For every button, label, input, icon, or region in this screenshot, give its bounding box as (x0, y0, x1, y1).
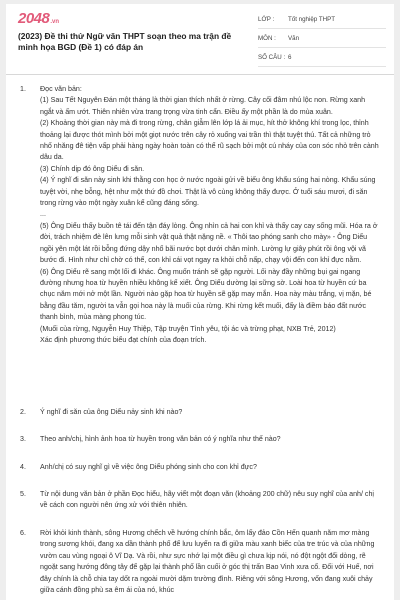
question-paragraph: ... (40, 210, 46, 219)
logo-text: 2048 (18, 10, 50, 27)
question-number: 3. (20, 435, 26, 443)
question-number: 5. (20, 490, 26, 498)
question-paragraph: (3) Chính dịp đó ông Diểu đi săn. (40, 164, 145, 173)
question-item (20, 434, 380, 445)
question-item (20, 462, 380, 473)
question-paragraph: Từ nội dung văn bản ở phần Đọc hiểu, hãy viết một đoạn văn (khoảng 200 chữ) nêu suy nghĩ của anh/ chị về cách con người nên ứng xử với thiên nhiên. (40, 490, 374, 510)
question-item (20, 528, 380, 596)
question-text (40, 84, 380, 346)
question-paragraph: (4) Ý nghĩ đi săn này sinh khi thằng con học ở nước ngoài gửi về biếu ông khẩu súng hai nòng. Khẩu súng tuyệt vời, nhẹ bỗng, hệt như một thứ đồ chơi. Thật là vô cùng không thấy được. Ở tuổi sáu mươi, đi săn trong rừng vào một ngày xuân kể cũng đáng sống. (40, 176, 376, 208)
meta-label: SỐ CÂU : (258, 53, 286, 61)
header-divider (6, 74, 394, 75)
question-paragraph: (1) Sau Tết Nguyên Đán một tháng là thời gian thích nhất ở rừng. Cây cối đâm nhú lộc non. Rừng xanh ngắt và ấm ướt. Thiên nhiên vừa trang trọng vừa tinh cẩn. Điều ấy một phần là do mùa xuân. (40, 96, 366, 116)
meta-label: LỚP : (258, 15, 275, 23)
meta-value: Văn (288, 34, 300, 42)
question-paragraph: Ý nghĩ đi săn của ông Diểu nảy sinh khi nào? (40, 408, 183, 416)
site-logo[interactable] (18, 10, 59, 26)
meta-row-class (258, 10, 386, 29)
document-page (6, 4, 394, 600)
logo-suffix: .vn (50, 19, 60, 25)
meta-label: MÔN : (258, 34, 276, 42)
meta-panel (258, 10, 386, 67)
question-number: 2. (20, 408, 26, 416)
question-paragraph: Theo anh/chị, hình ảnh hoa từ huyền trong văn bản có ý nghĩa như thế nào? (40, 435, 281, 443)
question-item (20, 489, 380, 512)
question-paragraph: (6) Ông Diểu rẽ sang một lối đi khác. Ông muốn tránh sẽ gặp người. Lối này đầy những bụi gai ngang đường nhưng hoa từ huyền nhiều không kể xiết. Ông Diểu dường lại sững sờ. Loài hoa từ huyền cứ ba chục năm mới nở một lần. Người nào gặp hoa từ huyền sẽ gặp may mắn. Hoa này màu trắng, vị mặn, bé bằng đầu tăm, người ta vẫn gọi hoa này là muối của rừng. Khi rừng kết muối, đấy là điềm báo đất nước thanh bình, mùa màng phong túc. (40, 267, 372, 322)
meta-row-count (258, 48, 386, 67)
question-text (40, 489, 380, 512)
question-text (40, 528, 380, 596)
meta-value: 6 (288, 53, 292, 61)
question-paragraph: Rời khỏi kinh thành, sông Hương chếch về hướng chính bắc, ôm lấy đảo Cồn Hến quanh năm mơ màng trong sương khói, đang xa dần thành phố để lưu luyến ra đi giữa màu xanh biếc của tre trúc và của những vườn cau vùng ngoại ô Vĩ Dạ. Và rồi, như sực nhớ lại một điều gì chưa kịp nói, nó đột ngột đổi dòng, rẽ ngoặt sang hướng đông tây để gặp lại thành phố lần cuối ở góc thị trấn Bao Vinh xưa cổ. Đối với Huế, nơi đây chính là chỗ chia tay dốt ra ngoài mười dặm trường đình. Riêng với sông Hương, vốn đang xuôi chảy giữa cánh đồng phù sa êm ái của nó, khúc (40, 529, 375, 595)
question-paragraph: (2) Khoảng thời gian này mà đi trong rừng, chân giẫm lên lớp lá ải mục, hít thở không khí trong lọc, thỉnh thoảng lại được thót mình bởi một giọt nước trên cây rỏ xuống vai trần thì thật tuyệt thú. Tất cả những trò nhố nhăng đê tiện vấp phải hàng ngày hoàn toàn có thể rũ sạch bởi một cú nháy của con sóc nhỏ trên cành dâu da. (40, 119, 379, 162)
question-paragraph: (Muối của rừng, Nguyễn Huy Thiệp, Tập truyện Tình yêu, tội ác và trừng phạt, NXB Trẻ, 2012) (40, 324, 336, 333)
meta-row-subject (258, 29, 386, 48)
question-paragraph: Đọc văn bản: (40, 85, 82, 93)
question-number: 1. (20, 85, 26, 93)
question-number: 4. (20, 463, 26, 471)
document-title: (2023) Đề thi thử Ngữ văn THPT soạn theo ma trận đề minh họa BGD (Đề 1) có đáp án (18, 31, 232, 52)
question-number: 6. (20, 529, 26, 537)
meta-value: Tốt nghiệp THPT (288, 15, 336, 23)
question-text (40, 462, 380, 473)
question-text (40, 434, 380, 445)
question-text (40, 407, 380, 418)
question-paragraph: Xác định phương thức biểu đạt chính của đoạn trích. (40, 335, 207, 344)
question-item (20, 407, 380, 418)
question-paragraph: Anh/chị có suy nghĩ gì về việc ông Diểu phóng sinh cho con khỉ đực? (40, 463, 257, 471)
question-paragraph: (5) Ông Diểu thấy buồn tê tái đến tận đáy lòng. Ông nhìn cả hai con khỉ và thấy cay cay sống mũi. Hóa ra ở đời, trách nhiệm đè lên lưng mỗi sinh vật quả thật nặng nề. « Thôi tao phóng sanh cho mày» - Ông Diểu ngồi yên một lát rồi bỗng đứng dậy nhổ bãi nước bọt dưới chân mình. Lường lự giây phút rồi ông vội vã bước đi. Hình như chỉ chờ có thế, con khỉ cái vọt ngay ra khỏi chỗ nấp, chạy vội đến con khỉ đực nằm. (40, 221, 378, 265)
question-item (20, 84, 380, 346)
